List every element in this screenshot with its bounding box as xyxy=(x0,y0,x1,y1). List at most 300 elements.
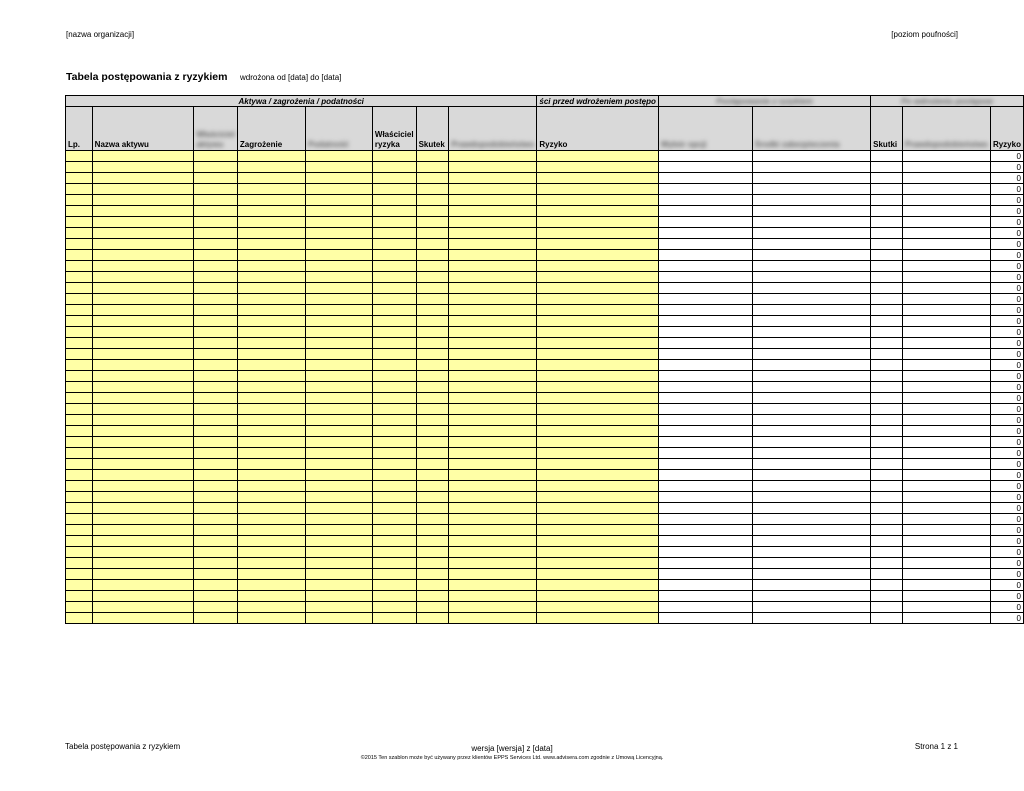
table-cell[interactable] xyxy=(902,151,990,162)
table-cell[interactable] xyxy=(237,283,305,294)
table-cell[interactable] xyxy=(305,261,372,272)
table-cell[interactable] xyxy=(752,162,870,173)
table-cell[interactable] xyxy=(658,173,752,184)
table-cell[interactable] xyxy=(449,404,537,415)
table-cell[interactable] xyxy=(658,481,752,492)
table-cell[interactable] xyxy=(66,316,93,327)
table-cell[interactable] xyxy=(871,184,903,195)
table-cell[interactable] xyxy=(871,316,903,327)
table-cell[interactable] xyxy=(305,547,372,558)
table-cell[interactable] xyxy=(92,426,194,437)
table-cell[interactable] xyxy=(416,173,449,184)
table-cell[interactable] xyxy=(537,239,658,250)
table-cell[interactable] xyxy=(416,503,449,514)
table-cell[interactable] xyxy=(416,360,449,371)
table-cell[interactable] xyxy=(449,360,537,371)
table-cell[interactable] xyxy=(416,591,449,602)
table-cell[interactable] xyxy=(194,162,238,173)
table-cell[interactable] xyxy=(658,239,752,250)
table-cell[interactable] xyxy=(902,371,990,382)
table-cell[interactable] xyxy=(658,316,752,327)
table-cell[interactable] xyxy=(658,283,752,294)
table-cell[interactable] xyxy=(902,459,990,470)
table-cell[interactable] xyxy=(902,173,990,184)
table-cell[interactable] xyxy=(66,173,93,184)
table-cell[interactable] xyxy=(372,481,416,492)
table-cell[interactable] xyxy=(416,404,449,415)
table-cell[interactable] xyxy=(537,426,658,437)
table-cell[interactable] xyxy=(305,404,372,415)
table-cell[interactable] xyxy=(416,151,449,162)
table-cell[interactable] xyxy=(66,580,93,591)
table-cell[interactable] xyxy=(537,404,658,415)
table-cell[interactable] xyxy=(449,470,537,481)
table-cell[interactable] xyxy=(66,283,93,294)
table-cell[interactable] xyxy=(92,547,194,558)
table-cell[interactable] xyxy=(752,371,870,382)
table-cell[interactable] xyxy=(537,459,658,470)
table-cell[interactable] xyxy=(66,426,93,437)
table-cell[interactable] xyxy=(305,558,372,569)
table-cell[interactable] xyxy=(871,503,903,514)
table-cell[interactable] xyxy=(237,393,305,404)
table-cell[interactable] xyxy=(237,349,305,360)
table-cell[interactable] xyxy=(658,558,752,569)
table-cell[interactable] xyxy=(66,349,93,360)
table-cell[interactable] xyxy=(902,569,990,580)
table-cell[interactable] xyxy=(752,569,870,580)
table-cell[interactable] xyxy=(372,162,416,173)
table-cell[interactable] xyxy=(537,228,658,239)
table-cell[interactable] xyxy=(194,459,238,470)
table-cell[interactable] xyxy=(92,503,194,514)
table-cell[interactable] xyxy=(194,151,238,162)
table-cell[interactable] xyxy=(871,448,903,459)
table-cell[interactable] xyxy=(658,547,752,558)
table-cell[interactable] xyxy=(449,459,537,470)
table-cell[interactable] xyxy=(194,514,238,525)
table-cell[interactable] xyxy=(92,525,194,536)
table-cell[interactable] xyxy=(66,602,93,613)
table-cell[interactable] xyxy=(537,481,658,492)
table-cell[interactable] xyxy=(237,327,305,338)
table-cell[interactable] xyxy=(194,316,238,327)
table-cell[interactable] xyxy=(416,393,449,404)
table-cell[interactable] xyxy=(871,272,903,283)
table-cell[interactable] xyxy=(449,591,537,602)
table-cell[interactable] xyxy=(449,382,537,393)
table-cell[interactable] xyxy=(416,382,449,393)
table-cell[interactable] xyxy=(752,514,870,525)
table-cell[interactable] xyxy=(66,261,93,272)
table-cell[interactable] xyxy=(871,481,903,492)
table-cell[interactable] xyxy=(416,415,449,426)
table-cell[interactable] xyxy=(537,250,658,261)
table-cell[interactable] xyxy=(92,371,194,382)
table-cell[interactable] xyxy=(194,558,238,569)
table-cell[interactable] xyxy=(372,305,416,316)
table-cell[interactable] xyxy=(449,239,537,250)
table-cell[interactable] xyxy=(449,536,537,547)
table-cell[interactable] xyxy=(66,272,93,283)
table-cell[interactable] xyxy=(537,580,658,591)
table-cell[interactable] xyxy=(537,602,658,613)
table-cell[interactable] xyxy=(871,294,903,305)
table-cell[interactable] xyxy=(449,602,537,613)
table-cell[interactable] xyxy=(902,437,990,448)
table-cell[interactable] xyxy=(237,547,305,558)
table-cell[interactable] xyxy=(902,283,990,294)
table-cell[interactable] xyxy=(66,184,93,195)
table-cell[interactable] xyxy=(752,272,870,283)
table-cell[interactable] xyxy=(66,371,93,382)
table-cell[interactable] xyxy=(902,349,990,360)
table-cell[interactable] xyxy=(305,338,372,349)
table-cell[interactable] xyxy=(305,393,372,404)
table-cell[interactable] xyxy=(537,162,658,173)
table-cell[interactable] xyxy=(305,448,372,459)
table-cell[interactable] xyxy=(372,602,416,613)
table-cell[interactable] xyxy=(66,481,93,492)
table-cell[interactable] xyxy=(537,206,658,217)
table-cell[interactable] xyxy=(92,514,194,525)
table-cell[interactable] xyxy=(449,316,537,327)
table-cell[interactable] xyxy=(66,503,93,514)
table-cell[interactable] xyxy=(871,349,903,360)
table-cell[interactable] xyxy=(66,459,93,470)
table-cell[interactable] xyxy=(752,536,870,547)
table-cell[interactable] xyxy=(537,195,658,206)
table-cell[interactable] xyxy=(194,525,238,536)
table-cell[interactable] xyxy=(752,459,870,470)
table-cell[interactable] xyxy=(372,316,416,327)
table-cell[interactable] xyxy=(871,525,903,536)
table-cell[interactable] xyxy=(372,569,416,580)
table-cell[interactable] xyxy=(194,591,238,602)
table-cell[interactable] xyxy=(537,151,658,162)
table-cell[interactable] xyxy=(416,305,449,316)
table-cell[interactable] xyxy=(902,184,990,195)
table-cell[interactable] xyxy=(902,602,990,613)
table-cell[interactable] xyxy=(237,239,305,250)
table-cell[interactable] xyxy=(752,613,870,624)
table-cell[interactable] xyxy=(537,327,658,338)
table-cell[interactable] xyxy=(871,338,903,349)
table-cell[interactable] xyxy=(237,272,305,283)
table-cell[interactable] xyxy=(449,195,537,206)
table-cell[interactable] xyxy=(194,404,238,415)
table-cell[interactable] xyxy=(305,239,372,250)
table-cell[interactable] xyxy=(871,437,903,448)
table-cell[interactable] xyxy=(237,206,305,217)
table-cell[interactable] xyxy=(658,415,752,426)
table-cell[interactable] xyxy=(194,206,238,217)
table-cell[interactable] xyxy=(449,580,537,591)
table-cell[interactable] xyxy=(92,327,194,338)
table-cell[interactable] xyxy=(658,206,752,217)
table-cell[interactable] xyxy=(416,195,449,206)
table-cell[interactable] xyxy=(871,360,903,371)
table-cell[interactable] xyxy=(902,360,990,371)
table-cell[interactable] xyxy=(537,283,658,294)
table-cell[interactable] xyxy=(902,228,990,239)
table-cell[interactable] xyxy=(658,294,752,305)
table-cell[interactable] xyxy=(92,360,194,371)
table-cell[interactable] xyxy=(372,525,416,536)
table-cell[interactable] xyxy=(537,470,658,481)
table-cell[interactable] xyxy=(92,294,194,305)
table-cell[interactable] xyxy=(537,536,658,547)
table-cell[interactable] xyxy=(372,327,416,338)
table-cell[interactable] xyxy=(449,261,537,272)
table-cell[interactable] xyxy=(66,415,93,426)
table-cell[interactable] xyxy=(871,613,903,624)
table-cell[interactable] xyxy=(92,404,194,415)
table-cell[interactable] xyxy=(305,459,372,470)
table-cell[interactable] xyxy=(537,371,658,382)
table-cell[interactable] xyxy=(305,525,372,536)
table-cell[interactable] xyxy=(902,536,990,547)
table-cell[interactable] xyxy=(416,481,449,492)
table-cell[interactable] xyxy=(871,393,903,404)
table-cell[interactable] xyxy=(305,316,372,327)
table-cell[interactable] xyxy=(871,162,903,173)
table-cell[interactable] xyxy=(902,393,990,404)
table-cell[interactable] xyxy=(449,558,537,569)
table-cell[interactable] xyxy=(416,613,449,624)
table-cell[interactable] xyxy=(902,338,990,349)
table-cell[interactable] xyxy=(902,426,990,437)
table-cell[interactable] xyxy=(416,558,449,569)
table-cell[interactable] xyxy=(871,305,903,316)
table-cell[interactable] xyxy=(237,536,305,547)
table-cell[interactable] xyxy=(902,316,990,327)
table-cell[interactable] xyxy=(752,448,870,459)
table-cell[interactable] xyxy=(658,371,752,382)
table-cell[interactable] xyxy=(658,437,752,448)
table-cell[interactable] xyxy=(92,316,194,327)
table-cell[interactable] xyxy=(66,437,93,448)
table-cell[interactable] xyxy=(416,437,449,448)
table-cell[interactable] xyxy=(537,349,658,360)
table-cell[interactable] xyxy=(237,382,305,393)
table-cell[interactable] xyxy=(194,492,238,503)
table-cell[interactable] xyxy=(237,591,305,602)
table-cell[interactable] xyxy=(416,602,449,613)
table-cell[interactable] xyxy=(871,195,903,206)
table-cell[interactable] xyxy=(92,195,194,206)
table-cell[interactable] xyxy=(66,393,93,404)
table-cell[interactable] xyxy=(237,195,305,206)
table-cell[interactable] xyxy=(871,514,903,525)
table-cell[interactable] xyxy=(372,448,416,459)
table-cell[interactable] xyxy=(658,393,752,404)
table-cell[interactable] xyxy=(537,360,658,371)
table-cell[interactable] xyxy=(372,250,416,261)
table-cell[interactable] xyxy=(871,492,903,503)
table-cell[interactable] xyxy=(305,283,372,294)
table-cell[interactable] xyxy=(372,206,416,217)
table-cell[interactable] xyxy=(658,195,752,206)
table-cell[interactable] xyxy=(871,547,903,558)
table-cell[interactable] xyxy=(449,426,537,437)
table-cell[interactable] xyxy=(416,283,449,294)
table-cell[interactable] xyxy=(449,613,537,624)
table-cell[interactable] xyxy=(66,569,93,580)
table-cell[interactable] xyxy=(416,569,449,580)
table-cell[interactable] xyxy=(92,151,194,162)
table-cell[interactable] xyxy=(237,415,305,426)
table-cell[interactable] xyxy=(902,558,990,569)
table-cell[interactable] xyxy=(658,569,752,580)
table-cell[interactable] xyxy=(66,547,93,558)
table-cell[interactable] xyxy=(92,349,194,360)
table-cell[interactable] xyxy=(305,305,372,316)
table-cell[interactable] xyxy=(537,437,658,448)
table-cell[interactable] xyxy=(752,470,870,481)
table-cell[interactable] xyxy=(372,360,416,371)
table-cell[interactable] xyxy=(194,415,238,426)
table-cell[interactable] xyxy=(752,261,870,272)
table-cell[interactable] xyxy=(372,536,416,547)
table-cell[interactable] xyxy=(92,272,194,283)
table-cell[interactable] xyxy=(194,294,238,305)
table-cell[interactable] xyxy=(902,162,990,173)
table-cell[interactable] xyxy=(658,162,752,173)
table-cell[interactable] xyxy=(305,481,372,492)
table-cell[interactable] xyxy=(237,459,305,470)
table-cell[interactable] xyxy=(416,459,449,470)
table-cell[interactable] xyxy=(416,239,449,250)
table-cell[interactable] xyxy=(194,195,238,206)
table-cell[interactable] xyxy=(66,162,93,173)
table-cell[interactable] xyxy=(305,349,372,360)
table-cell[interactable] xyxy=(237,481,305,492)
table-cell[interactable] xyxy=(416,228,449,239)
table-cell[interactable] xyxy=(902,448,990,459)
table-cell[interactable] xyxy=(658,228,752,239)
table-cell[interactable] xyxy=(305,437,372,448)
table-cell[interactable] xyxy=(237,426,305,437)
table-cell[interactable] xyxy=(194,261,238,272)
table-cell[interactable] xyxy=(902,404,990,415)
table-cell[interactable] xyxy=(871,228,903,239)
table-cell[interactable] xyxy=(237,360,305,371)
table-cell[interactable] xyxy=(449,525,537,536)
table-cell[interactable] xyxy=(537,316,658,327)
table-cell[interactable] xyxy=(871,239,903,250)
table-cell[interactable] xyxy=(537,514,658,525)
table-cell[interactable] xyxy=(449,283,537,294)
table-cell[interactable] xyxy=(194,239,238,250)
table-cell[interactable] xyxy=(92,481,194,492)
table-cell[interactable] xyxy=(537,184,658,195)
table-cell[interactable] xyxy=(658,613,752,624)
table-cell[interactable] xyxy=(537,558,658,569)
table-cell[interactable] xyxy=(871,591,903,602)
table-cell[interactable] xyxy=(752,591,870,602)
table-cell[interactable] xyxy=(66,448,93,459)
table-cell[interactable] xyxy=(871,382,903,393)
table-cell[interactable] xyxy=(92,459,194,470)
table-cell[interactable] xyxy=(537,261,658,272)
table-cell[interactable] xyxy=(66,470,93,481)
table-cell[interactable] xyxy=(305,514,372,525)
table-cell[interactable] xyxy=(902,327,990,338)
table-cell[interactable] xyxy=(752,228,870,239)
table-cell[interactable] xyxy=(194,536,238,547)
table-cell[interactable] xyxy=(305,470,372,481)
table-cell[interactable] xyxy=(305,503,372,514)
table-cell[interactable] xyxy=(416,448,449,459)
table-cell[interactable] xyxy=(305,195,372,206)
table-cell[interactable] xyxy=(752,206,870,217)
table-cell[interactable] xyxy=(902,305,990,316)
table-cell[interactable] xyxy=(658,349,752,360)
table-cell[interactable] xyxy=(449,481,537,492)
table-cell[interactable] xyxy=(752,437,870,448)
table-cell[interactable] xyxy=(305,360,372,371)
table-cell[interactable] xyxy=(658,250,752,261)
table-cell[interactable] xyxy=(449,327,537,338)
table-cell[interactable] xyxy=(92,569,194,580)
table-cell[interactable] xyxy=(66,151,93,162)
table-cell[interactable] xyxy=(752,349,870,360)
table-cell[interactable] xyxy=(416,547,449,558)
table-cell[interactable] xyxy=(537,525,658,536)
table-cell[interactable] xyxy=(194,569,238,580)
table-cell[interactable] xyxy=(871,283,903,294)
table-cell[interactable] xyxy=(658,272,752,283)
table-cell[interactable] xyxy=(66,382,93,393)
table-cell[interactable] xyxy=(449,349,537,360)
table-cell[interactable] xyxy=(305,250,372,261)
table-cell[interactable] xyxy=(372,492,416,503)
table-cell[interactable] xyxy=(305,228,372,239)
table-cell[interactable] xyxy=(416,327,449,338)
table-cell[interactable] xyxy=(752,481,870,492)
table-cell[interactable] xyxy=(305,415,372,426)
table-cell[interactable] xyxy=(372,613,416,624)
table-cell[interactable] xyxy=(237,305,305,316)
table-cell[interactable] xyxy=(92,228,194,239)
table-cell[interactable] xyxy=(658,580,752,591)
table-cell[interactable] xyxy=(871,327,903,338)
table-cell[interactable] xyxy=(902,261,990,272)
table-cell[interactable] xyxy=(449,371,537,382)
table-cell[interactable] xyxy=(449,448,537,459)
table-cell[interactable] xyxy=(66,294,93,305)
table-cell[interactable] xyxy=(237,294,305,305)
table-cell[interactable] xyxy=(871,371,903,382)
table-cell[interactable] xyxy=(305,613,372,624)
table-cell[interactable] xyxy=(902,503,990,514)
table-cell[interactable] xyxy=(305,184,372,195)
table-cell[interactable] xyxy=(305,327,372,338)
table-cell[interactable] xyxy=(194,602,238,613)
table-cell[interactable] xyxy=(237,162,305,173)
table-cell[interactable] xyxy=(305,217,372,228)
table-cell[interactable] xyxy=(237,404,305,415)
table-cell[interactable] xyxy=(194,393,238,404)
table-cell[interactable] xyxy=(537,393,658,404)
table-cell[interactable] xyxy=(449,492,537,503)
table-cell[interactable] xyxy=(902,525,990,536)
table-cell[interactable] xyxy=(752,294,870,305)
table-cell[interactable] xyxy=(194,217,238,228)
table-cell[interactable] xyxy=(237,569,305,580)
table-cell[interactable] xyxy=(92,558,194,569)
